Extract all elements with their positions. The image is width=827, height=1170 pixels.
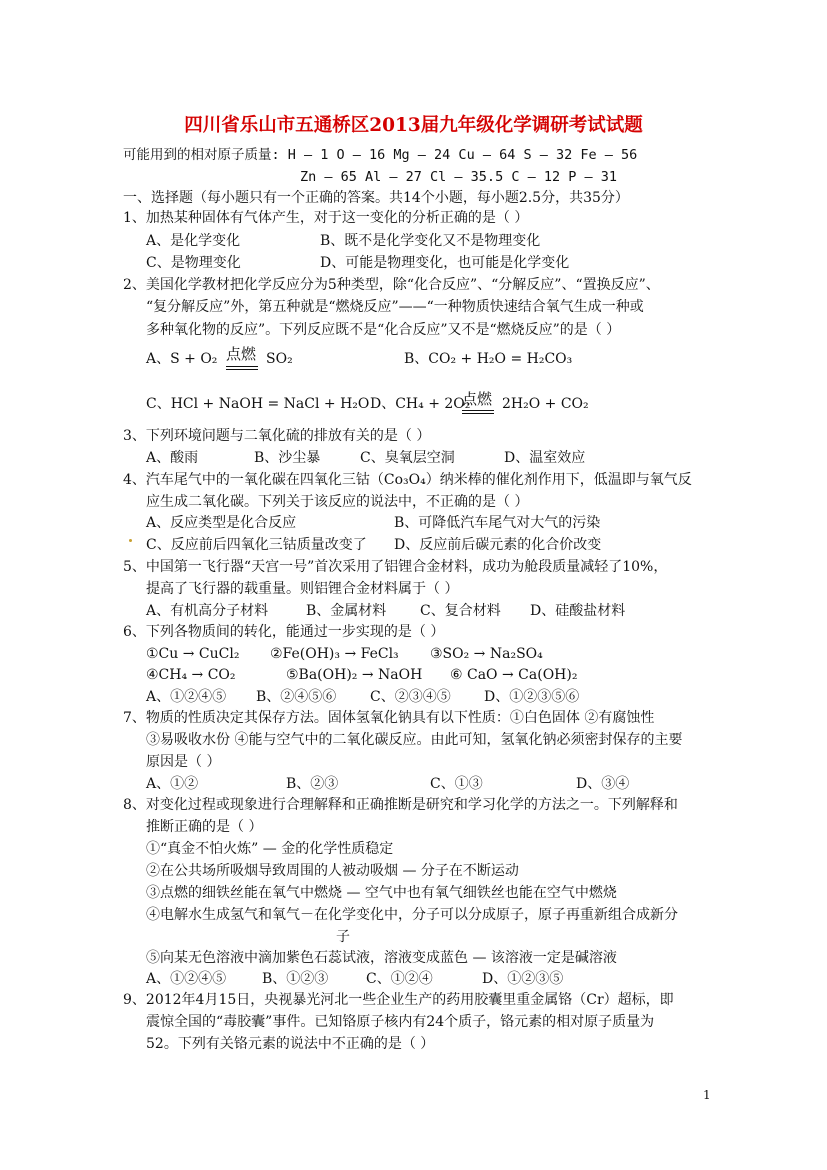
question-6-item-6: ⑥ CaO → Ca(OH)₂ (450, 667, 578, 683)
question-8-item-5: ⑤向某无色溶液中滴加紫色石蕊试液，溶液变成蓝色 — 该溶液一定是碱溶液 (146, 950, 617, 966)
question-7-option-a: A、①② (146, 776, 199, 792)
question-6-option-b: B、②④⑤⑥ (256, 689, 337, 705)
question-2-line-2: “复分解反应”外，第五种就是“燃烧反应”——“一种物质快速结合氧气生成一种或 (146, 299, 644, 315)
question-6-option-d: D、①②③⑤⑥ (484, 689, 580, 705)
question-9-line-2: 震惊全国的“毒胶囊”事件。已知铬原子核内有24个质子，铬元素的相对原子质量为 (146, 1014, 655, 1030)
question-6-item-2: ②Fe(OH)₃ → FeCl₃ (270, 646, 399, 662)
question-9-line-1: 9、2012年4月15日，央视暴光河北一些企业生产的药用胶囊里重金属铬（Cr）超标，即 (123, 992, 674, 1008)
question-3-stem: 3、下列环境问题与二氧化硫的排放有关的是（ ） (123, 428, 431, 444)
question-8-option-c: C、①②④ (366, 971, 433, 987)
question-3-option-c: C、臭氧层空洞 (360, 450, 455, 466)
question-8-item-1: ①“真金不怕火炼” — 金的化学性质稳定 (146, 841, 394, 857)
question-5-line-2: 提高了飞行器的载重量。则铝锂合金材料属于（ ） (146, 581, 459, 597)
question-5-option-b: B、金属材料 (306, 603, 387, 619)
atomic-mass-line-2: Zn – 65 Al – 27 Cl – 35.5 C – 12 P – 31 (300, 169, 617, 185)
question-2-option-d-product: 2H₂O + CO₂ (502, 396, 589, 412)
question-7-line-1: 7、物质的性质决定其保存方法。固体氢氧化钠具有以下性质：①白色固体 ②有腐蚀性 (123, 710, 655, 726)
question-7-option-b: B、②③ (286, 776, 339, 792)
question-4-option-d: D、反应前后碳元素的化合价改变 (394, 537, 602, 553)
question-5-option-d: D、硅酸盐材料 (530, 603, 626, 619)
stray-dot-mark (129, 539, 132, 542)
question-8-option-d: D、①②③⑤ (482, 971, 564, 987)
question-8-item-2: ②在公共场所吸烟导致周围的人被动吸烟 — 分子在不断运动 (146, 863, 519, 879)
page-number: 1 (703, 1088, 711, 1102)
question-5-option-a: A、有机高分子材料 (146, 603, 269, 619)
question-4-line-2: 应生成二氧化碳。下列关于该反应的说法中，不正确的是（ ） (146, 494, 529, 510)
page-title: 四川省乐山市五通桥区2013届九年级化学调研考试试题 (184, 115, 643, 136)
question-4-option-c: C、反应前后四氧化三钴质量改变了 (146, 537, 367, 553)
question-2-option-a-product: SO₂ (266, 351, 293, 367)
condition-equals-bottom (226, 369, 258, 370)
question-7-line-2: ③易吸收水份 ④能与空气中的二氧化碳反应。由此可知，氢氧化钠必须密封保存的主要 (146, 732, 683, 748)
atomic-mass-line-1: 可能用到的相对原子质量: H – 1 O – 16 Mg – 24 Cu – 64 S – 32 Fe – 56 (123, 147, 638, 163)
question-6-item-1: ①Cu → CuCl₂ (146, 646, 240, 662)
question-7-line-3: 原因是（ ） (146, 754, 221, 770)
question-3-option-d: D、温室效应 (504, 450, 586, 466)
condition-equals-top-d (462, 410, 494, 411)
question-6-option-c: C、②③④⑤ (370, 689, 451, 705)
question-6-item-4: ④CH₄ → CO₂ (146, 667, 236, 683)
question-3-option-b: B、沙尘暴 (254, 450, 321, 466)
question-8-item-4: ④电解水生成氢气和氧气－在化学变化中，分子可以分成原子，原子再重新组合成新分 (146, 907, 678, 923)
question-1-option-d: D、可能是物理变化，也可能是化学变化 (320, 255, 570, 271)
question-2-option-a: A、S + O₂ (146, 351, 218, 367)
question-2-option-c: C、HCl + NaOH = NaCl + H₂O (146, 396, 370, 412)
question-5-option-c: C、复合材料 (420, 603, 501, 619)
section-heading: 一、选择题（每小题只有一个正确的答案。共14个小题，每小题2.5分，共35分） (123, 190, 629, 206)
question-6-option-a: A、①②④⑤ (146, 689, 227, 705)
condition-equals-top (226, 366, 258, 367)
question-8-line-1: 8、对变化过程或现象进行合理解释和正确推断是研究和学习化学的方法之一。下列解释和 (123, 797, 678, 813)
question-3-option-a: A、酸雨 (146, 450, 199, 466)
question-2-line-3: 多种氧化物的反应”。下列反应既不是“化合反应”又不是“燃烧反应”的是（ ） (146, 322, 621, 338)
question-9-line-3: 52。下列有关铬元素的说法中不正确的是（ ） (146, 1036, 435, 1052)
question-8-item-4-wrap: 子 (336, 929, 350, 945)
question-2-option-d: D、CH₄ + 2O₂ (370, 396, 471, 412)
question-2-option-b: B、CO₂ + H₂O = H₂CO₃ (404, 351, 573, 367)
question-6-item-5: ⑤Ba(OH)₂ → NaOH (286, 667, 423, 683)
question-7-option-d: D、③④ (576, 776, 630, 792)
question-8-option-a: A、①②④⑤ (146, 971, 227, 987)
question-5-line-1: 5、中国第一飞行器“天宫一号”首次采用了铝锂合金材料，成功为舱段质量减轻了10%， (123, 559, 668, 575)
question-6-item-3: ③SO₂ → Na₂SO₄ (430, 646, 543, 662)
condition-equals-bottom-d (462, 413, 494, 414)
question-4-option-a: A、反应类型是化合反应 (146, 515, 297, 531)
question-4-option-b: B、可降低汽车尾气对大气的污染 (394, 515, 601, 531)
question-1-option-c: C、是物理变化 (146, 255, 241, 271)
question-4-line-1: 4、汽车尾气中的一氧化碳在四氧化三钴（Co₃O₄）纳米棒的催化剂作用下，低温即与氧气反 (123, 472, 692, 488)
reaction-condition-a: 点燃 (226, 345, 257, 363)
question-8-item-3: ③点燃的细铁丝能在氧气中燃烧 — 空气中也有氧气细铁丝也能在空气中燃烧 (146, 885, 617, 901)
question-1-stem: 1、加热某种固体有气体产生，对于这一变化的分析正确的是（ ） (123, 210, 529, 226)
question-1-option-b: B、既不是化学变化又不是物理变化 (320, 233, 541, 249)
question-2-line-1: 2、美国化学教材把化学反应分为5种类型，除“化合反应”、“分解反应”、“置换反应”、 (123, 277, 660, 293)
question-8-option-b: B、①②③ (262, 971, 329, 987)
reaction-condition-d: 点燃 (462, 390, 493, 408)
question-1-option-a: A、是化学变化 (146, 233, 241, 249)
question-7-option-c: C、①③ (430, 776, 483, 792)
question-6-stem: 6、下列各物质间的转化，能通过一步实现的是（ ） (123, 624, 445, 640)
question-8-line-2: 推断正确的是（ ） (146, 819, 263, 835)
